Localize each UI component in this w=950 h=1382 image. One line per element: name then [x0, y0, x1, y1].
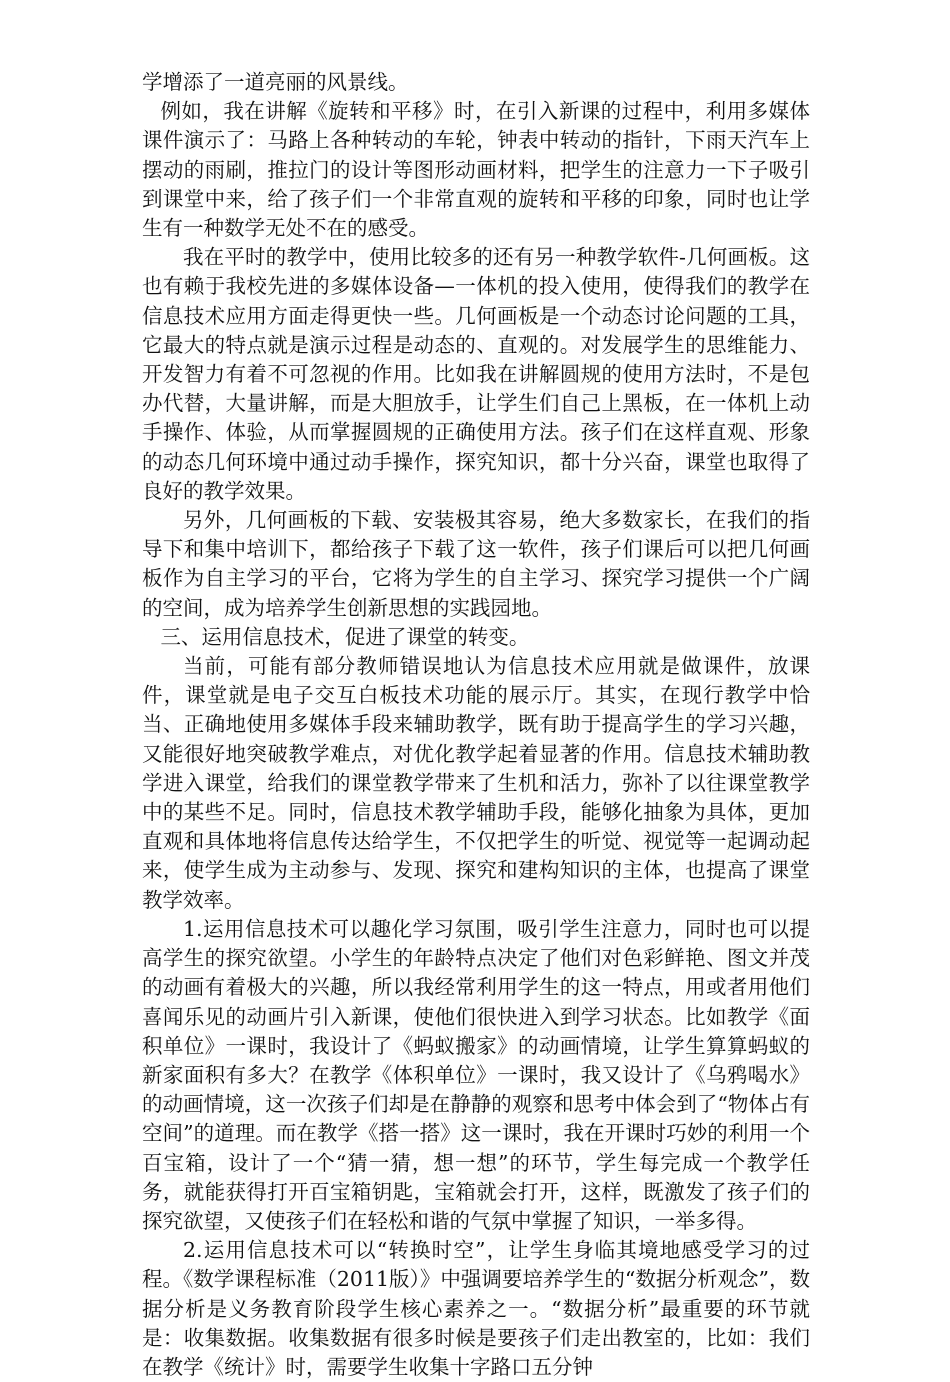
paragraph-point-one: 1.运用信息技术可以趣化学习氛围，吸引学生注意力，同时也可以提高学生的探究欲望。小学生的年龄特点决定了他们对色彩鲜艳、图文并茂的动画有着极大的兴趣，所以我经常利用学生的这一特点，用或者用他们喜闻乐见的动画片引入新课，使他们很快进入到学习状态。比如教学《面积单位》一课时，我设计了《蚂蚁搬家》的动画情境，让学生算算蚂蚁的新家面积有多大？在教学《体积单位》一课时，我又设计了《乌鸦喝水》的动画情境，这一次孩子们却是在静静的观察和思考中体会到了“物体占有空间”的道理。而在教学《搭一搭》这一课时，我在开课时巧妙的利用一个百宝箱，设计了一个“猜一猜，想一想”的环节，学生每完成一个教学任务，就能获得打开百宝箱钥匙，宝箱就会打开，这样，既激发了孩子们的探究欲望，又使孩子们在轻松和谐的气氛中掌握了知识，一举多得。	[142, 916, 810, 1233]
paragraph-point-two: 2.运用信息技术可以“转换时空”，让学生身临其境地感受学习的过程。《数学课程标准（2011版）》中强调要培养学生的“数据分析观念”，数据分析是义务教育阶段学生核心素养之一。“数据分析”最重要的环节就是：收集数据。收集数据有很多时候是要孩子们走出教室的，比如：我们在教学《统计》时，需要学生收集十字路口五分钟	[142, 1238, 810, 1379]
paragraph-classroom-change: 当前，可能有部分教师错误地认为信息技术应用就是做课件，放课件，课堂就是电子交互白板技术功能的展示厅。其实，在现行教学中恰当、正确地使用多媒体手段来辅助教学，既有助于提高学生的学习兴趣，又能很好地突破教学难点，对优化教学起着显著的作用。信息技术辅助教学进入课堂，给我们的课堂教学带来了生机和活力，弥补了以往课堂教学中的某些不足。同时，信息技术教学辅助手段，能够化抽象为具体，更加直观和具体地将信息传达给学生，不仅把学生的听觉、视觉等一起调动起来，使学生成为主动参与、发现、探究和建构知识的主体，也提高了课堂教学效率。	[142, 654, 810, 912]
paragraph-rotation-example: 例如，我在讲解《旋转和平移》时，在引入新课的过程中，利用多媒体课件演示了：马路上各种转动的车轮，钟表中转动的指针，下雨天汽车上摆动的雨刷，推拉门的设计等图形动画材料，把学生的注意力一下子吸引到课堂中来，给了孩子们一个非常直观的旋转和平移的印象，同时也让学生有一种数学无处不在的感受。	[142, 99, 810, 241]
section-heading-three: 三、运用信息技术，促进了课堂的转变。	[160, 624, 530, 649]
paragraph-geometry-sketchpad: 我在平时的教学中，使用比较多的还有另一种教学软件-几何画板。这也有赖于我校先进的多媒体设备—一体机的投入使用，使得我们的教学在信息技术应用方面走得更快一些。几何画板是一个动态讨论问题的工具，它最大的特点就是演示过程是动态的、直观的。对发展学生的思维能力、开发智力有着不可忽视的作用。比如我在讲解圆规的使用方法时，不是包办代替，大量讲解，而是大胆放手，让学生们自己上黑板，在一体机上动手操作、体验，从而掌握圆规的正确使用方法。孩子们在这样直观、形象的动态几何环境中通过动手操作，探究知识，都十分兴奋，课堂也取得了良好的教学效果。	[142, 245, 810, 503]
paragraph-continuation: 学增添了一道亮丽的风景线。	[142, 70, 409, 94]
paragraph-sketchpad-download: 另外，几何画板的下载、安装极其容易，绝大多数家长，在我们的指导下和集中培训下，都给孩子下载了这一软件，孩子们课后可以把几何画板作为自主学习的平台，它将为学生的自主学习、探究学习提供一个广阔的空间，成为培养学生创新思想的实践园地。	[142, 508, 810, 620]
document-page	[142, 68, 810, 1382]
